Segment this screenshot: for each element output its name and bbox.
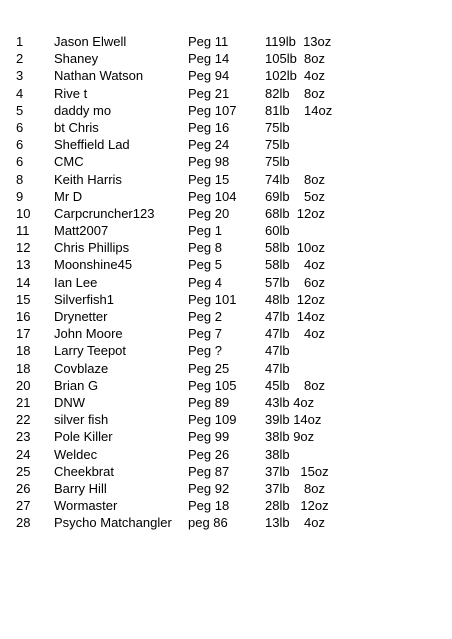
weight-cell: 13lb 4oz bbox=[265, 515, 325, 531]
angler-name-cell: CMC bbox=[54, 154, 84, 170]
position-cell: 28 bbox=[16, 515, 31, 531]
angler-name-cell: Brian G bbox=[54, 377, 99, 393]
angler-name-cell: Chris Phillips bbox=[54, 240, 130, 256]
result-row bbox=[0, 274, 452, 291]
result-row bbox=[0, 428, 452, 445]
peg-cell: peg 86 bbox=[188, 515, 228, 531]
peg-cell: Peg 98 bbox=[188, 154, 230, 170]
angler-name-cell: Mr D bbox=[54, 188, 83, 204]
weight-cell: 58lb 10oz bbox=[265, 240, 325, 256]
result-row bbox=[0, 377, 452, 394]
weight-cell: 68lb 12oz bbox=[265, 205, 325, 221]
result-row bbox=[0, 360, 452, 377]
result-row bbox=[0, 497, 452, 514]
peg-cell: Peg 4 bbox=[188, 274, 222, 290]
angler-name-cell: daddy mo bbox=[54, 102, 112, 118]
weight-cell: 119lb 13oz bbox=[265, 34, 332, 49]
weight-cell: 102lb 4oz bbox=[265, 68, 325, 84]
weight-cell: 105lb 8oz bbox=[265, 51, 325, 67]
angler-name-cell: Psycho Matchangler bbox=[54, 515, 172, 531]
weight-cell: 47lb 14oz bbox=[265, 309, 325, 324]
angler-name-cell: Larry Teepot bbox=[54, 343, 127, 359]
position-cell: 9 bbox=[16, 188, 24, 204]
peg-cell: Peg ? bbox=[188, 343, 222, 359]
weight-cell: 47lb bbox=[265, 343, 290, 359]
angler-name-cell: silver fish bbox=[54, 412, 109, 428]
weight-cell: 48lb 12oz bbox=[265, 291, 325, 307]
result-row bbox=[0, 50, 452, 67]
angler-name-cell: bt Chris bbox=[54, 119, 99, 135]
weight-cell: 43lb 4oz bbox=[265, 394, 315, 410]
peg-cell: Peg 2 bbox=[188, 309, 222, 324]
angler-name-cell: Cheekbrat bbox=[54, 463, 114, 479]
result-row bbox=[0, 239, 452, 256]
weight-cell: 47lb bbox=[265, 360, 290, 376]
angler-name-cell: Carpcruncher123 bbox=[54, 205, 155, 221]
weight-cell: 69lb 5oz bbox=[265, 188, 325, 204]
position-cell: 5 bbox=[16, 102, 24, 118]
result-row bbox=[0, 153, 452, 170]
peg-cell: Peg 94 bbox=[188, 68, 230, 84]
weight-cell: 45lb 8oz bbox=[265, 377, 325, 393]
position-cell: 6 bbox=[16, 119, 24, 135]
peg-cell: Peg 104 bbox=[188, 188, 237, 204]
weight-cell: 75lb bbox=[265, 119, 290, 135]
angler-name-cell: Matt2007 bbox=[54, 223, 109, 239]
result-row bbox=[0, 188, 452, 205]
position-cell: 1 bbox=[16, 34, 24, 49]
position-cell: 4 bbox=[16, 85, 24, 101]
angler-name-cell: Jason Elwell bbox=[54, 34, 127, 49]
angler-name-cell: Covblaze bbox=[54, 360, 109, 376]
result-row bbox=[0, 136, 452, 153]
weight-cell: 75lb bbox=[265, 137, 290, 153]
result-row bbox=[0, 463, 452, 480]
result-row bbox=[0, 394, 452, 411]
peg-cell: Peg 109 bbox=[188, 412, 237, 428]
angler-name-cell: Pole Killer bbox=[54, 429, 113, 445]
peg-cell: Peg 16 bbox=[188, 119, 230, 135]
angler-name-cell: Silverfish1 bbox=[54, 291, 114, 307]
angler-name-cell: Weldec bbox=[54, 446, 98, 462]
position-cell: 22 bbox=[16, 412, 31, 428]
weight-cell: 28lb 12oz bbox=[265, 498, 329, 514]
weight-cell: 58lb 4oz bbox=[265, 257, 325, 273]
result-row bbox=[0, 308, 452, 325]
peg-cell: Peg 99 bbox=[188, 429, 230, 445]
peg-cell: Peg 92 bbox=[188, 480, 230, 496]
angler-name-cell: John Moore bbox=[54, 326, 123, 342]
weight-cell: 60lb bbox=[265, 223, 290, 239]
weight-cell: 74lb 8oz bbox=[265, 171, 325, 187]
weight-cell: 38lb 9oz bbox=[265, 429, 315, 445]
angler-name-cell: Nathan Watson bbox=[54, 68, 144, 84]
position-cell: 23 bbox=[16, 429, 31, 445]
weight-cell: 82lb 8oz bbox=[265, 85, 325, 101]
position-cell: 20 bbox=[16, 377, 31, 393]
result-row bbox=[0, 514, 452, 531]
result-row bbox=[0, 325, 452, 342]
angler-name-cell: DNW bbox=[54, 394, 86, 410]
weight-cell: 37lb 8oz bbox=[265, 480, 325, 496]
angler-name-cell: Rive t bbox=[54, 85, 88, 101]
position-cell: 24 bbox=[16, 446, 31, 462]
weight-cell: 81lb 14oz bbox=[265, 102, 333, 118]
peg-cell: Peg 21 bbox=[188, 85, 230, 101]
weight-cell: 75lb bbox=[265, 154, 290, 170]
position-cell: 15 bbox=[16, 291, 31, 307]
result-row bbox=[0, 446, 452, 463]
angler-name-cell: Wormaster bbox=[54, 498, 118, 514]
result-row bbox=[0, 102, 452, 119]
result-row bbox=[0, 205, 452, 222]
result-row bbox=[0, 480, 452, 497]
weight-cell: 37lb 15oz bbox=[265, 463, 329, 479]
position-cell: 27 bbox=[16, 498, 31, 514]
result-row bbox=[0, 33, 452, 50]
peg-cell: Peg 5 bbox=[188, 257, 222, 273]
angler-name-cell: Moonshine45 bbox=[54, 257, 133, 273]
weight-cell: 47lb 4oz bbox=[265, 326, 325, 342]
angler-name-cell: Keith Harris bbox=[54, 171, 122, 187]
peg-cell: Peg 18 bbox=[188, 498, 230, 514]
peg-cell: Peg 105 bbox=[188, 377, 237, 393]
position-cell: 18 bbox=[16, 360, 31, 376]
weight-cell: 38lb bbox=[265, 446, 290, 462]
angler-name-cell: Drynetter bbox=[54, 309, 108, 324]
angler-name-cell: Ian Lee bbox=[54, 274, 98, 290]
weight-cell: 57lb 6oz bbox=[265, 274, 325, 290]
position-cell: 3 bbox=[16, 68, 24, 84]
position-cell: 6 bbox=[16, 137, 24, 153]
position-cell: 13 bbox=[16, 257, 31, 273]
position-cell: 14 bbox=[16, 274, 31, 290]
result-row bbox=[0, 291, 452, 308]
position-cell: 16 bbox=[16, 309, 31, 324]
result-row bbox=[0, 411, 452, 428]
result-row bbox=[0, 85, 452, 102]
peg-cell: Peg 15 bbox=[188, 171, 230, 187]
peg-cell: Peg 11 bbox=[188, 34, 229, 49]
peg-cell: Peg 25 bbox=[188, 360, 230, 376]
position-cell: 21 bbox=[16, 394, 31, 410]
position-cell: 12 bbox=[16, 240, 31, 256]
peg-cell: Peg 7 bbox=[188, 326, 222, 342]
position-cell: 17 bbox=[16, 326, 31, 342]
peg-cell: Peg 1 bbox=[188, 223, 222, 239]
angler-name-cell: Barry Hill bbox=[54, 480, 107, 496]
position-cell: 11 bbox=[16, 223, 30, 239]
peg-cell: Peg 107 bbox=[188, 102, 237, 118]
position-cell: 25 bbox=[16, 463, 31, 479]
angler-name-cell: Shaney bbox=[54, 51, 99, 67]
result-row bbox=[0, 119, 452, 136]
peg-cell: Peg 101 bbox=[188, 291, 237, 307]
peg-cell: Peg 20 bbox=[188, 205, 230, 221]
position-cell: 2 bbox=[16, 51, 24, 67]
result-row bbox=[0, 171, 452, 188]
result-row bbox=[0, 222, 452, 239]
peg-cell: Peg 14 bbox=[188, 51, 230, 67]
position-cell: 10 bbox=[16, 205, 31, 221]
peg-cell: Peg 24 bbox=[188, 137, 230, 153]
position-cell: 26 bbox=[16, 480, 31, 496]
peg-cell: Peg 8 bbox=[188, 240, 222, 256]
position-cell: 8 bbox=[16, 171, 24, 187]
position-cell: 6 bbox=[16, 154, 24, 170]
results-list bbox=[0, 33, 452, 531]
result-row bbox=[0, 342, 452, 359]
peg-cell: Peg 89 bbox=[188, 394, 230, 410]
position-cell: 18 bbox=[16, 343, 31, 359]
peg-cell: Peg 87 bbox=[188, 463, 230, 479]
result-row bbox=[0, 256, 452, 273]
result-row bbox=[0, 67, 452, 84]
peg-cell: Peg 26 bbox=[188, 446, 230, 462]
weight-cell: 39lb 14oz bbox=[265, 412, 322, 428]
angler-name-cell: Sheffield Lad bbox=[54, 137, 130, 153]
